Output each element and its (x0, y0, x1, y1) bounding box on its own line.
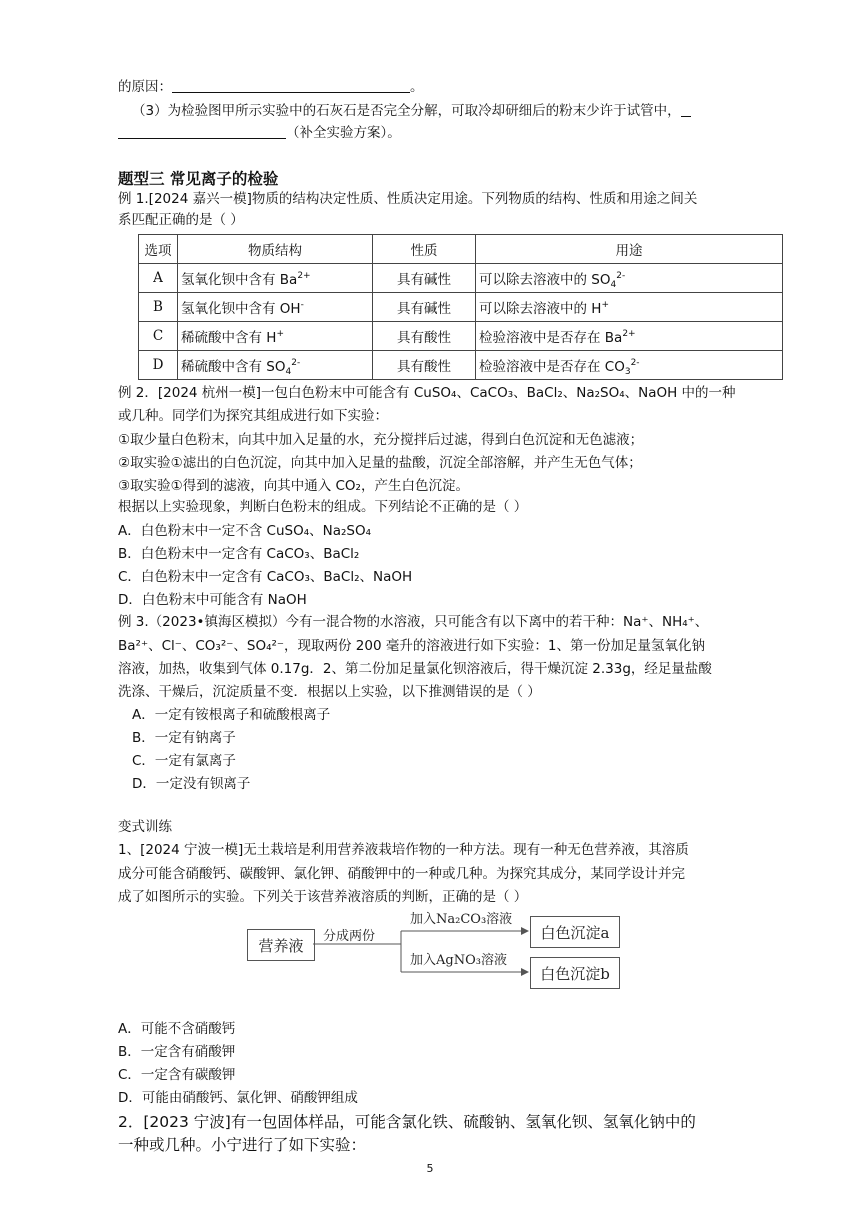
structure-cell: 氢氧化钡中含有 OH- (178, 293, 373, 322)
page-number: 5 (426, 1162, 434, 1175)
variant-training-heading: 变式训练 (118, 819, 172, 835)
variant-1-option: D．可能由硝酸钙、氯化钾、硝酸钾组成 (118, 1090, 358, 1106)
use-cell: 检验溶液中是否存在 $Ba^{2+}$ (476, 322, 783, 351)
example-3-line: 溶液，加热，收集到气体 0.17g．2、第二份加足量氯化钡溶液后，得干燥沉淀 2.33g，经足量盐酸 (118, 661, 712, 677)
variant-1-line: 成分可能含硝酸钙、碳酸钾、氯化钾、硝酸钾中的一种或几种。为探究其成分，某同学设计并完 (118, 866, 685, 882)
arrow-head (521, 968, 529, 976)
section-heading: 题型三 常见离子的检验 (118, 170, 279, 188)
example-2-step: ②取实验①滤出的白色沉淀，向其中加入足量的盐酸，沉淀全部溶解，并产生无色气体； (118, 455, 642, 471)
example-3-line: Ba²⁺、Cl⁻、CO₃²⁻、SO₄²⁻，现取两份 200 毫升的溶液进行如下实验：1、第一份加足量氢氧化钠 (118, 638, 705, 654)
example-3-line: 洗涤、干燥后，沉淀质量不变．根据以上实验，以下推测错误的是（ ） (118, 684, 541, 700)
example-3-line: 例 3.（2023•镇海区模拟）今有一混合物的水溶液，只可能含有以下离中的若干种：Na⁺、NH₄⁺、 (118, 614, 709, 630)
example-3-option: B．一定有钠离子 (132, 730, 236, 746)
option-letter: B (139, 293, 178, 322)
property-cell: 具有碱性 (373, 264, 476, 293)
top-reagent-label: 加入Na₂CO₃溶液 (410, 912, 513, 927)
use-cell: 可以除去溶液中的 H+ (476, 293, 783, 322)
table-header-cell: 性质 (373, 235, 476, 264)
split-label: 分成两份 (323, 929, 376, 944)
example-2-option: B．白色粉末中一定含有 CaCO₃、BaCl₂ (118, 546, 360, 562)
example-3-option: D．一定没有钡离子 (132, 776, 251, 792)
example-1-line: 系匹配正确的是（ ） (118, 212, 244, 228)
structure-cell: 稀硫酸中含有 $SO_4^{2-}$ (178, 351, 373, 380)
precipitate-b-box: 白色沉淀b (530, 957, 620, 989)
variant-1-line: 成了如图所示的实验。下列关于该营养液溶质的判断，正确的是（ ） (118, 889, 528, 905)
property-cell: 具有酸性 (373, 351, 476, 380)
example-1-line: 例 1.[2024 嘉兴一模]物质的结构决定性质、性质决定用途。下列物质的结构、性质和用途之间关 (118, 191, 698, 207)
example-2-option: C．白色粉末中一定含有 CaCO₃、BaCl₂、NaOH (118, 569, 413, 585)
example-2-step: ①取少量白色粉末，向其中加入足量的水，充分搅拌后过滤，得到白色沉淀和无色滤液； (118, 432, 644, 448)
variant-1-option: A．可能不含硝酸钙 (118, 1021, 236, 1037)
line-q3-cont: （补全实验方案）。 (118, 124, 401, 143)
precipitate-a-box: 白色沉淀a (530, 916, 620, 948)
structure-cell: 氢氧化钡中含有 $Ba^{2+}$ (178, 264, 373, 293)
option-letter: D (139, 351, 178, 380)
variant-1-option: C．一定含有碳酸钾 (118, 1067, 236, 1083)
table-header-cell: 物质结构 (178, 235, 373, 264)
example-2-option: A．白色粉末中一定不含 CuSO₄、Na₂SO₄ (118, 523, 372, 539)
example-3-option: C．一定有氯离子 (132, 753, 236, 769)
line-q3: （3）为检验图甲所示实验中的石灰石是否完全分解，可取冷却研细后的粉末少许于试管中， (132, 102, 691, 121)
variant-2-line: 2．[2023 宁波]有一包固体样品，可能含氯化铁、硫酸钠、氢氧化钡、氢氧化钠中的 (118, 1113, 696, 1131)
property-cell: 具有酸性 (373, 322, 476, 351)
option-letter: C (139, 322, 178, 351)
bottom-reagent-label: 加入AgNO₃溶液 (410, 953, 507, 968)
nutrient-solution-box: 营养液 (247, 929, 315, 961)
line-reason: 的原因： 。 (118, 79, 424, 95)
arrow-head (521, 927, 529, 935)
variant-1-line: 1、[2024 宁波一模]无土栽培是利用营养液栽培作物的一种方法。现有一种无色营养液，其溶质 (118, 842, 689, 858)
example-2-step: ③取实验①得到的滤液，向其中通入 CO₂，产生白色沉淀。 (118, 478, 469, 494)
example-3-option: A．一定有铵根离子和硫酸根离子 (132, 707, 331, 723)
variant-1-option: B．一定含有硝酸钾 (118, 1044, 236, 1060)
structure-cell: 稀硫酸中含有 H+ (178, 322, 373, 351)
use-cell: 检验溶液中是否存在 $CO_3^{2-}$ (476, 351, 783, 380)
example-2-line: 或几种。同学们为探究其组成进行如下实验： (118, 408, 388, 424)
table-header-cell: 选项 (139, 235, 178, 264)
table-header-cell: 用途 (476, 235, 783, 264)
option-letter: A (139, 264, 178, 293)
example-2-line: 例 2．[2024 杭州一模]一包白色粉末中可能含有 CuSO₄、CaCO₃、BaCl₂、Na₂SO₄、NaOH 中的一种 (118, 385, 736, 401)
example-2-option: D．白色粉末中可能含有 NaOH (118, 592, 307, 608)
example-2-line: 根据以上实验现象，判断白色粉末的组成。下列结论不正确的是（ ） (118, 499, 528, 515)
variant-2-line: 一种或几种。小宁进行了如下实验： (118, 1136, 367, 1154)
use-cell: 可以除去溶液中的 $SO_4^{2-}$ (476, 264, 783, 293)
property-cell: 具有碱性 (373, 293, 476, 322)
